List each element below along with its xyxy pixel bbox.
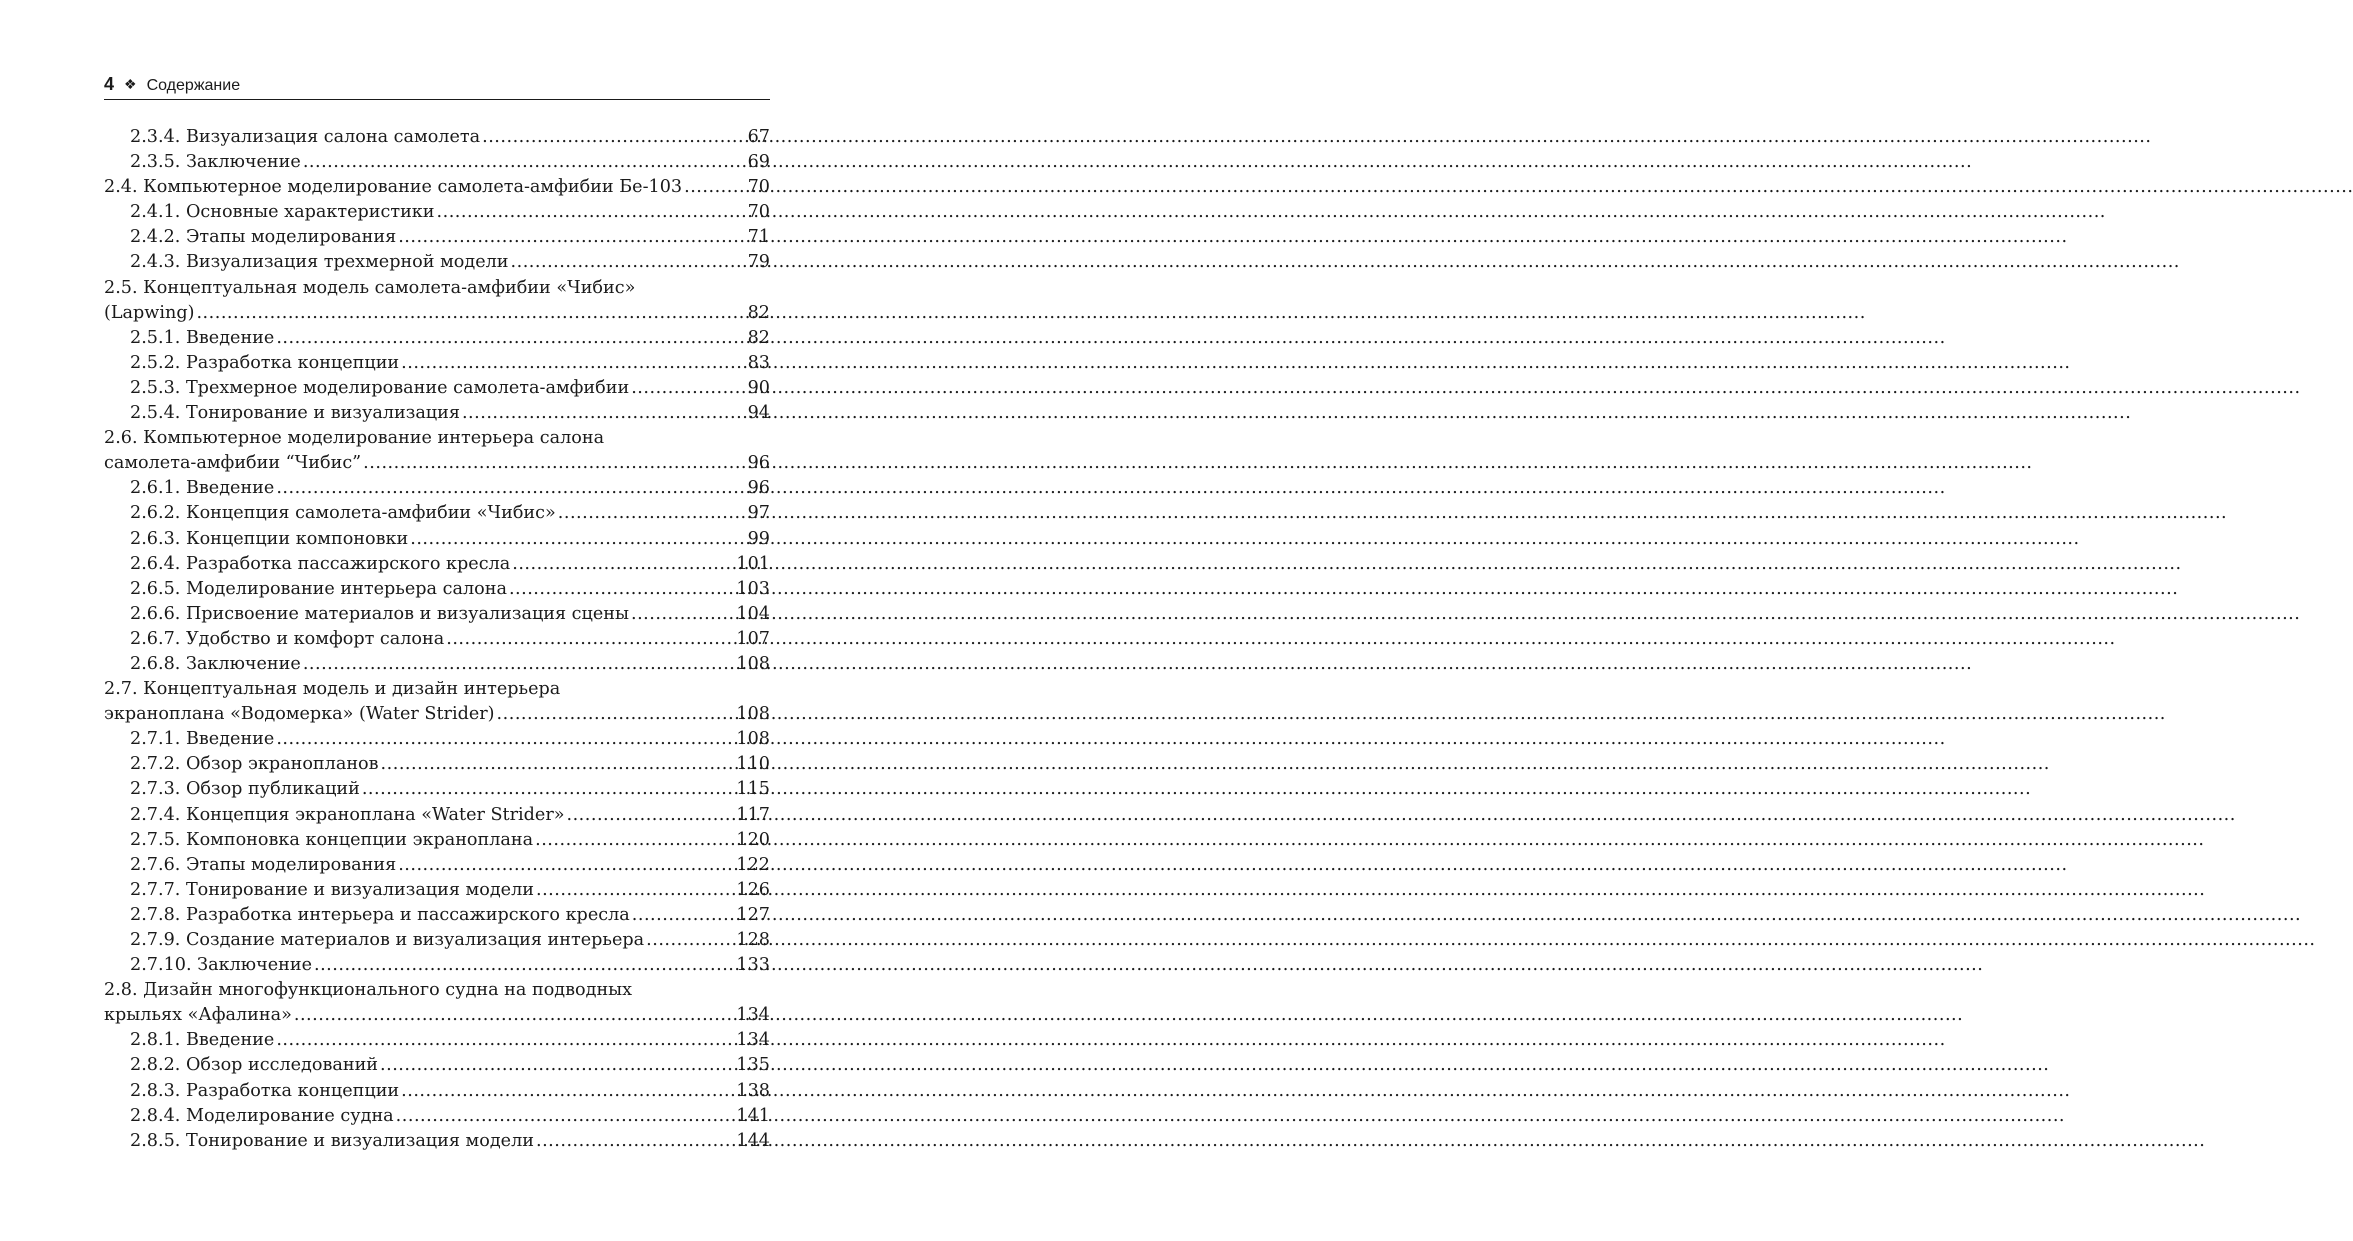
toc-entry-title: 2.6.7. Удобство и комфорт салона bbox=[130, 628, 445, 649]
toc-entry bbox=[104, 552, 770, 577]
toc-entry-page: 104 bbox=[736, 603, 770, 624]
toc-entry-page: 83 bbox=[747, 352, 770, 373]
toc-entry-title: 2.7. Концептуальная модель и дизайн интерьера bbox=[104, 679, 561, 700]
toc-entry-title: 2.5.1. Введение bbox=[130, 327, 275, 348]
toc-entry bbox=[104, 752, 770, 777]
toc-entry-page: 108 bbox=[736, 704, 770, 725]
toc-entry-page: 141 bbox=[736, 1105, 770, 1126]
toc-entry-title-continuation: самолета-амфибии “Чибис” bbox=[104, 453, 362, 474]
dot-leader bbox=[276, 476, 745, 501]
toc-entry-title: 2.6.4. Разработка пассажирского кресла bbox=[130, 553, 511, 574]
toc-entry-title: 2.8.2. Обзор исследований bbox=[130, 1055, 379, 1076]
running-header-title: Содержание bbox=[146, 77, 241, 94]
dot-leader bbox=[631, 376, 745, 401]
dot-leader bbox=[303, 652, 735, 677]
toc-entry-title: 2.4.3. Визуализация трехмерной модели bbox=[130, 252, 509, 273]
dot-leader bbox=[381, 752, 735, 777]
dot-leader bbox=[396, 1104, 735, 1129]
dot-leader bbox=[684, 175, 746, 200]
dot-leader bbox=[512, 552, 734, 577]
toc-entry-title: 2.7.9. Создание материалов и визуализация интерьера bbox=[130, 930, 645, 950]
toc-entry-title: 2.6.2. Концепция самолета-амфибии «Чибис» bbox=[130, 503, 556, 524]
toc-entry-page: 133 bbox=[736, 955, 770, 976]
toc-entry-page: 134 bbox=[736, 1005, 770, 1026]
toc-entry-title: 2.8.4. Моделирование судна bbox=[130, 1105, 394, 1126]
dot-leader bbox=[276, 727, 734, 752]
toc-entry-page: 107 bbox=[736, 628, 770, 649]
toc-entry-title: 2.6.5. Моделирование интерьера салона bbox=[130, 578, 507, 599]
toc-entry-page: 90 bbox=[747, 377, 770, 398]
toc-entry-page: 96 bbox=[747, 478, 770, 499]
toc-entry bbox=[104, 777, 770, 802]
toc-entry-page: 120 bbox=[736, 829, 770, 850]
toc-entry-title: 2.6.6. Присвоение материалов и визуализация сцены bbox=[130, 603, 629, 624]
toc-entry-title: 2.6.1. Введение bbox=[130, 478, 275, 499]
dot-leader bbox=[536, 1129, 734, 1154]
toc-entry-title: 2.8.5. Тонирование и визуализация модели bbox=[130, 1130, 534, 1151]
toc-entry bbox=[104, 1053, 770, 1078]
dot-leader bbox=[482, 125, 745, 150]
dot-leader bbox=[398, 853, 734, 878]
toc-entry-continuation bbox=[104, 1003, 770, 1028]
table-of-contents bbox=[104, 125, 770, 1154]
toc-entry-title: 2.7.4. Концепция экраноплана «Water Strider» bbox=[130, 804, 565, 825]
toc-entry-title: 2.5.4. Тонирование и визуализация bbox=[130, 403, 460, 424]
dot-leader bbox=[276, 1028, 734, 1053]
toc-entry-page: 115 bbox=[736, 779, 770, 800]
dot-leader bbox=[536, 878, 734, 903]
toc-entry bbox=[104, 150, 770, 175]
toc-entry-title: 2.7.8. Разработка интерьера и пассажирского кресла bbox=[130, 904, 630, 925]
dot-leader bbox=[314, 953, 734, 978]
dot-leader bbox=[509, 577, 734, 602]
toc-entry bbox=[104, 1104, 770, 1129]
dot-leader bbox=[462, 401, 746, 426]
toc-entry bbox=[104, 878, 770, 903]
toc-entry-title: 2.7.2. Обзор экранопланов bbox=[130, 754, 379, 775]
toc-entry-page: 128 bbox=[736, 930, 770, 950]
dot-leader bbox=[196, 301, 745, 326]
dot-leader bbox=[558, 501, 746, 526]
toc-entry bbox=[104, 125, 770, 150]
toc-entry-title: 2.7.3. Обзор публикаций bbox=[130, 779, 360, 800]
dot-leader bbox=[294, 1003, 735, 1028]
toc-entry bbox=[104, 1079, 770, 1104]
toc-entry-title: 2.7.6. Этапы моделирования bbox=[130, 854, 397, 875]
toc-entry bbox=[104, 677, 770, 702]
toc-entry bbox=[104, 250, 770, 275]
toc-entry-page: 110 bbox=[736, 754, 770, 775]
toc-entry-page: 97 bbox=[747, 503, 770, 524]
toc-entry bbox=[104, 326, 770, 351]
toc-entry bbox=[104, 577, 770, 602]
dot-leader bbox=[363, 451, 745, 476]
toc-entry-title: 2.3.5. Заключение bbox=[130, 152, 301, 173]
toc-entry-title: 2.3.4. Визуализация салона самолета bbox=[130, 127, 481, 147]
dot-leader bbox=[497, 702, 735, 727]
toc-entry bbox=[104, 853, 770, 878]
toc-entry-page: 99 bbox=[747, 528, 770, 549]
page-number: 4 bbox=[104, 74, 115, 94]
toc-entry-title: 2.7.1. Введение bbox=[130, 729, 275, 750]
toc-entry-continuation bbox=[104, 702, 770, 727]
toc-entry-title-continuation: крыльях «Афалина» bbox=[104, 1005, 292, 1026]
toc-entry bbox=[104, 376, 770, 401]
toc-entry-title: 2.4.2. Этапы моделирования bbox=[130, 227, 397, 248]
toc-entry-page: 70 bbox=[747, 177, 770, 198]
dot-leader bbox=[380, 1053, 734, 1078]
toc-entry bbox=[104, 727, 770, 752]
toc-entry bbox=[104, 200, 770, 225]
toc-entry-page: 71 bbox=[747, 227, 770, 248]
toc-entry-page: 82 bbox=[747, 302, 770, 323]
toc-entry-page: 134 bbox=[736, 1030, 770, 1051]
toc-entry-title: 2.8.3. Разработка концепции bbox=[130, 1080, 400, 1101]
toc-entry-page: 108 bbox=[736, 729, 770, 750]
toc-entry-page: 70 bbox=[747, 202, 770, 223]
toc-entry-title: 2.7.10. Заключение bbox=[130, 955, 312, 976]
toc-entry bbox=[104, 401, 770, 426]
toc-entry bbox=[104, 1129, 770, 1154]
dot-leader bbox=[437, 200, 746, 225]
dot-leader bbox=[446, 627, 734, 652]
dot-leader bbox=[535, 828, 734, 853]
toc-entry-page: 117 bbox=[736, 804, 770, 825]
toc-entry bbox=[104, 828, 770, 853]
dot-leader bbox=[410, 527, 745, 552]
toc-entry-title: 2.6.8. Заключение bbox=[130, 653, 301, 674]
toc-entry-page: 79 bbox=[747, 252, 770, 273]
dot-leader bbox=[276, 326, 745, 351]
toc-entry bbox=[104, 351, 770, 376]
toc-entry-page: 135 bbox=[736, 1055, 770, 1076]
toc-entry-page: 138 bbox=[736, 1080, 770, 1101]
toc-entry-title: 2.4.1. Основные характеристики bbox=[130, 202, 435, 223]
toc-entry-page: 101 bbox=[736, 553, 770, 574]
toc-entry-page: 94 bbox=[747, 403, 770, 424]
ornament-icon: ❖ bbox=[124, 76, 137, 92]
toc-entry bbox=[104, 426, 770, 451]
toc-entry-title: 2.5.2. Разработка концепции bbox=[130, 352, 400, 373]
toc-entry-title: 2.8. Дизайн многофункционального судна на подводных bbox=[104, 980, 633, 1001]
toc-entry-title: 2.4. Компьютерное моделирование самолета-амфибии Бе-103 bbox=[104, 177, 683, 198]
toc-entry bbox=[104, 501, 770, 526]
toc-entry-title: 2.6.3. Концепции компоновки bbox=[130, 528, 409, 549]
dot-leader bbox=[398, 225, 745, 250]
dot-leader bbox=[401, 351, 745, 376]
toc-entry-title: 2.7.5. Компоновка концепции экраноплана bbox=[130, 829, 534, 850]
toc-entry bbox=[104, 652, 770, 677]
toc-entry bbox=[104, 928, 770, 953]
dot-leader bbox=[646, 928, 734, 953]
toc-entry-page: 122 bbox=[736, 854, 770, 875]
toc-entry-page: 144 bbox=[736, 1130, 770, 1151]
toc-entry-page: 69 bbox=[747, 152, 770, 173]
toc-entry-page: 108 bbox=[736, 653, 770, 674]
toc-entry bbox=[104, 276, 770, 301]
toc-entry-page: 67 bbox=[747, 127, 770, 147]
toc-entry bbox=[104, 978, 770, 1003]
toc-entry bbox=[104, 527, 770, 552]
toc-entry bbox=[104, 225, 770, 250]
toc-entry-title-continuation: экраноплана «Водомерка» (Water Strider) bbox=[104, 704, 495, 725]
toc-entry bbox=[104, 627, 770, 652]
toc-entry-title: 2.8.1. Введение bbox=[130, 1030, 275, 1051]
toc-entry-page: 82 bbox=[747, 327, 770, 348]
toc-entry bbox=[104, 1028, 770, 1053]
toc-entry bbox=[104, 953, 770, 978]
toc-entry-page: 126 bbox=[736, 879, 770, 900]
toc-entry-title-continuation: (Lapwing) bbox=[104, 302, 195, 323]
dot-leader bbox=[632, 903, 735, 928]
toc-entry-title: 2.7.7. Тонирование и визуализация модели bbox=[130, 879, 534, 900]
toc-entry-title: 2.6. Компьютерное моделирование интерьера салона bbox=[104, 428, 605, 449]
dot-leader bbox=[511, 250, 746, 275]
dot-leader bbox=[401, 1079, 734, 1104]
toc-entry-page: 96 bbox=[747, 453, 770, 474]
dot-leader bbox=[362, 777, 735, 802]
toc-entry-title: 2.5. Концептуальная модель самолета-амфибии «Чибис» bbox=[104, 277, 636, 298]
toc-entry-title: 2.5.3. Трехмерное моделирование самолета-амфибии bbox=[130, 377, 630, 398]
toc-entry bbox=[104, 903, 770, 928]
toc-entry bbox=[104, 476, 770, 501]
dot-leader bbox=[631, 602, 734, 627]
toc-entry-continuation bbox=[104, 301, 770, 326]
toc-entry bbox=[104, 602, 770, 627]
toc-entry-continuation bbox=[104, 451, 770, 476]
toc-entry-page: 103 bbox=[736, 578, 770, 599]
dot-leader bbox=[303, 150, 746, 175]
toc-entry bbox=[104, 803, 770, 828]
running-header bbox=[104, 72, 770, 100]
toc-entry bbox=[104, 175, 770, 200]
dot-leader bbox=[567, 803, 735, 828]
toc-entry-page: 127 bbox=[736, 904, 770, 925]
